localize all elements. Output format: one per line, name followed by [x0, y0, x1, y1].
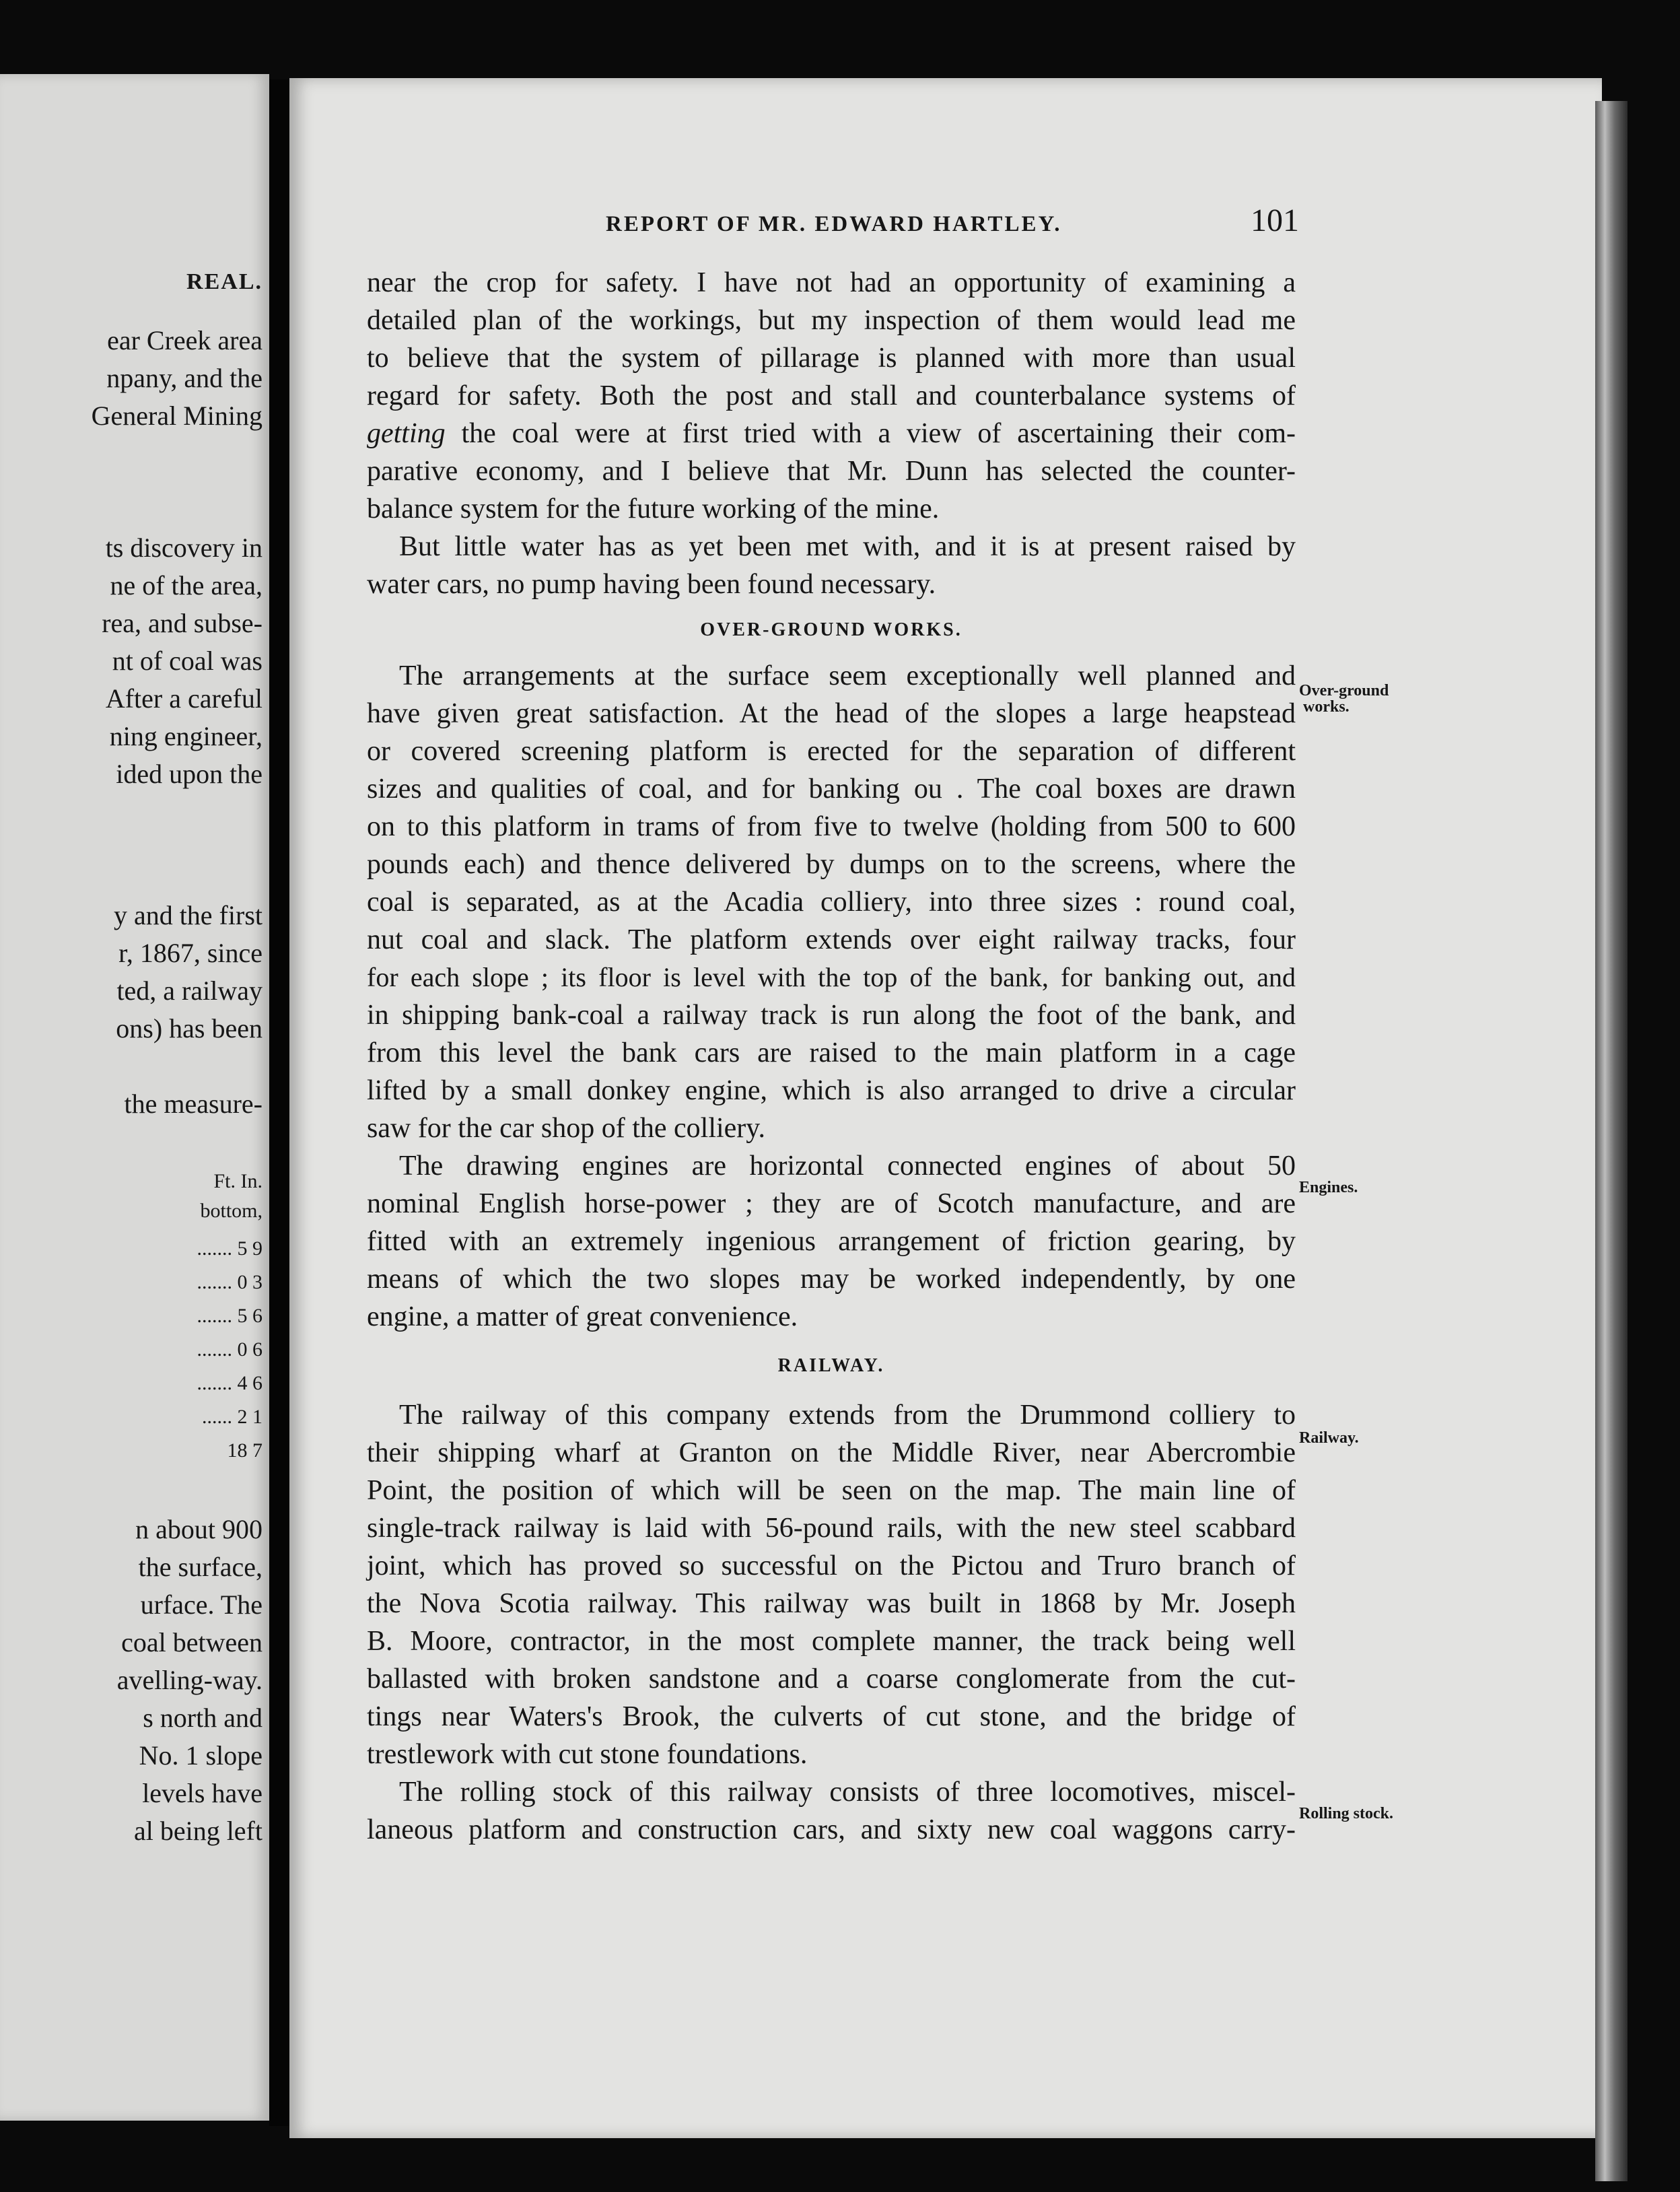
left-page-fragment: ne of the area,	[110, 570, 262, 601]
left-page-fragment: ons) has been	[116, 1013, 262, 1043]
left-page-fragment: the measure-	[124, 1089, 262, 1119]
book-gutter	[269, 79, 291, 2126]
left-page-fragment: Ft. In.	[213, 1170, 262, 1192]
left-page-fragment: nt of coal was	[112, 646, 262, 676]
left-page-fragment: rea, and subse-	[102, 608, 262, 638]
text-line: on to this platform in trams of from five to twelve (holding from 500 to 600	[367, 811, 1296, 842]
left-page-fragment: After a careful	[105, 683, 262, 714]
text-line: getting the coal were at first tried with a view of ascertaining their com-	[367, 418, 1296, 449]
text-line: have given great satisfaction. At the head of the slopes a large heapstead	[367, 698, 1296, 729]
left-page-fragment: ....... 0 3	[197, 1271, 262, 1293]
text-line: coal is separated, as at the Acadia colliery, into three sizes : round coal,	[367, 887, 1296, 918]
main-text-block	[367, 264, 1296, 1849]
running-head	[606, 202, 1299, 239]
text-line: fitted with an extremely ingenious arrangement of friction gearing, by	[367, 1226, 1296, 1257]
text-line: pounds each) and thence delivered by dumps on to the screens, where the	[367, 849, 1296, 880]
left-page-fragment: al being left	[133, 1816, 262, 1846]
text-line: in shipping bank-coal a railway track is run along the foot of the bank, and	[367, 1000, 1296, 1031]
section-heading-railway: RAILWAY.	[777, 1355, 885, 1376]
left-page-fragment: ning engineer,	[109, 721, 262, 751]
text-line: their shipping wharf at Granton on the Middle River, near Abercrombie	[367, 1437, 1296, 1468]
text-line: the Nova Scotia railway. This railway was built in 1868 by Mr. Joseph	[367, 1588, 1296, 1619]
left-facing-page	[0, 74, 269, 2121]
left-page-fragment: No. 1 slope	[139, 1740, 262, 1771]
text-line: B. Moore, contractor, in the most complete manner, the track being well	[367, 1626, 1296, 1657]
page-edge-stack	[1595, 101, 1628, 2181]
text-line: from this level the bank cars are raised to the main platform in a cage	[367, 1037, 1296, 1068]
text-line: engine, a matter of great convenience.	[367, 1301, 798, 1332]
left-page-fragment: levels have	[142, 1778, 262, 1808]
left-page-fragment: ....... 5 9	[197, 1237, 262, 1260]
section-heading-overground: OVER-GROUND WORKS.	[700, 619, 963, 640]
text-line: trestlework with cut stone foundations.	[367, 1739, 808, 1770]
text-line: Point, the position of which will be seen on the map. The main line of	[367, 1475, 1296, 1506]
text-line: The railway of this company extends from the Drummond colliery to	[399, 1400, 1296, 1431]
running-title: REPORT OF MR. EDWARD HARTLEY.	[606, 212, 1062, 236]
text-line: saw for the car shop of the colliery.	[367, 1113, 766, 1144]
margin-note-line: works.	[1303, 698, 1350, 716]
text-line: single-track railway is laid with 56-pound rails, with the new steel scabbard	[367, 1513, 1296, 1544]
text-line: detailed plan of the workings, but my inspection of them would lead me	[367, 305, 1296, 336]
text-line: for each slope ; its floor is level with the top of the bank, for banking out, and	[367, 962, 1296, 992]
margin-note-rolling-stock: Rolling stock.	[1299, 1805, 1394, 1822]
left-page-fragment: ts discovery in	[105, 533, 262, 563]
left-page-fragment: ear Creek area	[107, 325, 262, 355]
left-page-fragment: ....... 4 6	[197, 1372, 262, 1394]
left-page-fragment: r, 1867, since	[118, 938, 262, 968]
margin-note-engines: Engines.	[1299, 1179, 1358, 1196]
text-line: means of which the two slopes may be worked independently, by one	[367, 1264, 1296, 1295]
left-page-fragment: bottom,	[200, 1200, 262, 1222]
text-line: regard for safety. Both the post and stall and counterbalance systems of	[367, 380, 1296, 411]
text-line: tings near Waters's Brook, the culverts of cut stone, and the bridge of	[367, 1701, 1296, 1732]
left-page-fragment: the surface,	[138, 1552, 262, 1582]
left-page-fragment: n about 900	[135, 1514, 262, 1544]
text-line: near the crop for safety. I have not had an opportunity of examining a	[367, 267, 1296, 298]
page-number: 101	[1251, 203, 1299, 238]
text-line: ballasted with broken sandstone and a coarse conglomerate from the cut-	[367, 1664, 1296, 1694]
text-line: nominal English horse-power ; they are of Scotch manufacture, and are	[367, 1188, 1296, 1219]
text-line: The arrangements at the surface seem exceptionally well planned and	[399, 660, 1296, 691]
left-page-fragment: ....... 0 6	[197, 1338, 262, 1361]
text-line: lifted by a small donkey engine, which is also arranged to drive a circular	[367, 1075, 1296, 1106]
text-line: But little water has as yet been met with, and it is at present raised by	[399, 531, 1296, 562]
left-page-fragment: npany, and the	[106, 363, 262, 393]
left-page-fragment: ted, a railway	[116, 975, 262, 1006]
text-line: sizes and qualities of coal, and for banking ou . The coal boxes are drawn	[367, 774, 1296, 804]
margin-note-railway: Railway.	[1299, 1429, 1359, 1447]
left-page-fragment: ....... 5 6	[197, 1305, 262, 1327]
text-line: to believe that the system of pillarage is planned with more than usual	[367, 343, 1296, 374]
italic-word: getting	[367, 418, 446, 449]
text-line: The rolling stock of this railway consists of three locomotives, miscel-	[399, 1777, 1296, 1808]
text-line: parative economy, and I believe that Mr. Dunn has selected the counter-	[367, 456, 1296, 487]
text-line: balance system for the future working of the mine.	[367, 493, 940, 524]
left-page-fragment: 18 7	[227, 1439, 262, 1462]
left-page-fragment: REAL.	[186, 269, 262, 294]
text-line: nut coal and slack. The platform extends over eight railway tracks, four	[367, 924, 1296, 955]
text-line: joint, which has proved so successful on the Pictou and Truro branch of	[367, 1550, 1296, 1581]
text-line: laneous platform and construction cars, and sixty new coal waggons carry-	[367, 1814, 1296, 1845]
text-line: water cars, no pump having been found necessary.	[367, 569, 936, 600]
left-page-fragment: coal between	[121, 1627, 262, 1657]
left-page-fragment: y and the first	[113, 900, 262, 930]
margin-note-line: Over-ground	[1299, 682, 1389, 699]
left-page-fragment: urface. The	[140, 1589, 262, 1620]
margin-note-overground	[1299, 683, 1389, 715]
left-page-fragment: ...... 2 1	[202, 1406, 262, 1428]
text-line: The drawing engines are horizontal connected engines of about 50	[399, 1151, 1296, 1181]
left-page-fragment: s north and	[143, 1703, 262, 1733]
left-page-fragment: General Mining	[91, 401, 262, 431]
left-page-fragment: ided upon the	[116, 759, 262, 789]
left-page-fragment: avelling-way.	[116, 1665, 262, 1695]
text-line: or covered screening platform is erected for the separation of different	[367, 736, 1296, 767]
